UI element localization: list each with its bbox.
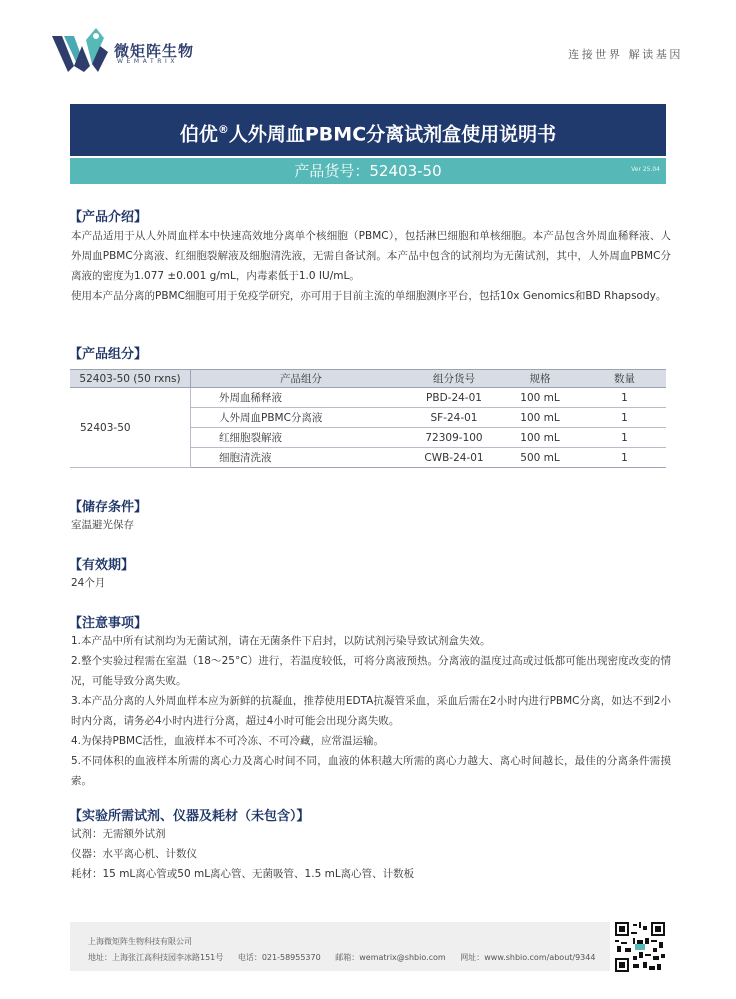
materials-heading: 【实验所需试剂、仪器及耗材（未包含）】 <box>69 809 310 824</box>
component-name: 红细胞裂解液 <box>191 428 412 448</box>
list-item: 耗材：15 mL离心管或50 mL离心管、无菌吸管、1.5 mL离心管、计数板 <box>71 868 415 880</box>
column-header: 规格 <box>497 370 583 388</box>
notes-list <box>71 631 671 791</box>
notes-heading: 【注意事项】 <box>69 616 148 631</box>
list-item: 5.不同体积的血液样本所需的离心力及离心时间不同，血液的体积越大所需的离心力越大、离心时间越长，最佳的分离条件需摸索。 <box>71 755 671 787</box>
component-qty: 1 <box>583 408 666 428</box>
storage-heading: 【储存条件】 <box>69 500 148 515</box>
components-table <box>70 369 666 468</box>
brand-name-en: WEMATRIX <box>117 58 179 65</box>
intro-paragraph: 本产品适用于从人外周血样本中快速高效地分离单个核细胞（PBMC），包括淋巴细胞和单核细胞。本产品包含外周血稀释液、人外周血PBMC分离液、红细胞裂解液及细胞清洗液，无需自备试剂。本产品中包含的试剂均为无菌试剂，其中，人外周血PBMC分离液的密度为1.077 ±0.001 g/mL，内毒素低于1.0 IU/mL。 <box>71 230 671 282</box>
component-code: CWB-24-01 <box>411 448 497 468</box>
kit-number-cell: 52403-50 <box>70 388 191 468</box>
table-row <box>70 388 666 408</box>
list-item: 2.整个实验过程需在室温（18～25°C）进行，若温度较低，可将分离液预热。分离液的温度过高或过低都可能出现密度改变的情况，可能导致分离失败。 <box>71 655 671 687</box>
table-header-row <box>70 370 666 388</box>
component-qty: 1 <box>583 388 666 408</box>
product-number: 产品货号：52403-50 <box>70 158 666 184</box>
list-item: 试剂：无需额外试剂 <box>71 828 166 840</box>
list-item: 4.为保持PBMC活性，血液样本不可冷冻、不可冷藏，应常温运输。 <box>71 735 384 747</box>
column-header: 数量 <box>583 370 666 388</box>
contact-line <box>88 952 607 963</box>
qr-code-icon <box>614 922 666 972</box>
component-spec: 100 mL <box>497 388 583 408</box>
list-item: 1.本产品中所有试剂均为无菌试剂，请在无菌条件下启封，以防试剂污染导致试剂盒失效。 <box>71 635 491 647</box>
component-name: 人外周血PBMC分离液 <box>191 408 412 428</box>
intro-heading: 【产品介绍】 <box>69 210 148 225</box>
component-spec: 500 mL <box>497 448 583 468</box>
component-code: PBD-24-01 <box>411 388 497 408</box>
intro-text <box>71 226 671 306</box>
component-name: 外周血稀释液 <box>191 388 412 408</box>
components-heading: 【产品组分】 <box>69 347 148 362</box>
intro-paragraph: 使用本产品分离的PBMC细胞可用于免疫学研究，亦可用于目前主流的单细胞测序平台，包括10x Genomics和BD Rhapsody。 <box>71 290 667 302</box>
list-item: 仪器：水平离心机、计数仪 <box>71 848 197 860</box>
validity-heading: 【有效期】 <box>69 558 135 573</box>
column-header: 52403-50 (50 rxns) <box>70 370 191 388</box>
company-name: 上海微矩阵生物科技有限公司 <box>88 937 192 946</box>
phone: 电话：021-58955370 <box>237 953 321 962</box>
component-name: 细胞清洗液 <box>191 448 412 468</box>
column-header: 产品组分 <box>191 370 412 388</box>
brand-name: 微矩阵生物 <box>114 42 195 60</box>
component-code: 72309-100 <box>411 428 497 448</box>
wematrix-logo-icon <box>52 28 110 78</box>
document-title: 伯优®人外周血PBMC分离试剂盒使用说明书 <box>70 104 666 156</box>
list-item: 3.本产品分离的人外周血样本应为新鲜的抗凝血，推荐使用EDTA抗凝管采血，采血后需在2小时内进行PBMC分离，如达不到2小时内分离，请务必4小时内进行分离，超过4小时可能会出现分离失败。 <box>71 695 671 727</box>
website-link[interactable]: 网址：www.shbio.com/about/9344 <box>460 953 596 962</box>
materials-list <box>71 824 671 884</box>
component-spec: 100 mL <box>497 428 583 448</box>
component-spec: 100 mL <box>497 408 583 428</box>
component-qty: 1 <box>583 428 666 448</box>
storage-text: 室温避光保存 <box>71 519 134 531</box>
column-header: 组分货号 <box>411 370 497 388</box>
version-label: Ver 25.04 <box>631 166 660 173</box>
address: 地址：上海张江高科技园李冰路151号 <box>88 953 224 962</box>
component-code: SF-24-01 <box>411 408 497 428</box>
slogan: 连接世界 解读基因 <box>568 48 683 61</box>
email: 邮箱：wematrix@shbio.com <box>335 953 446 962</box>
footer <box>70 922 610 971</box>
component-qty: 1 <box>583 448 666 468</box>
validity-text: 24个月 <box>71 577 106 589</box>
